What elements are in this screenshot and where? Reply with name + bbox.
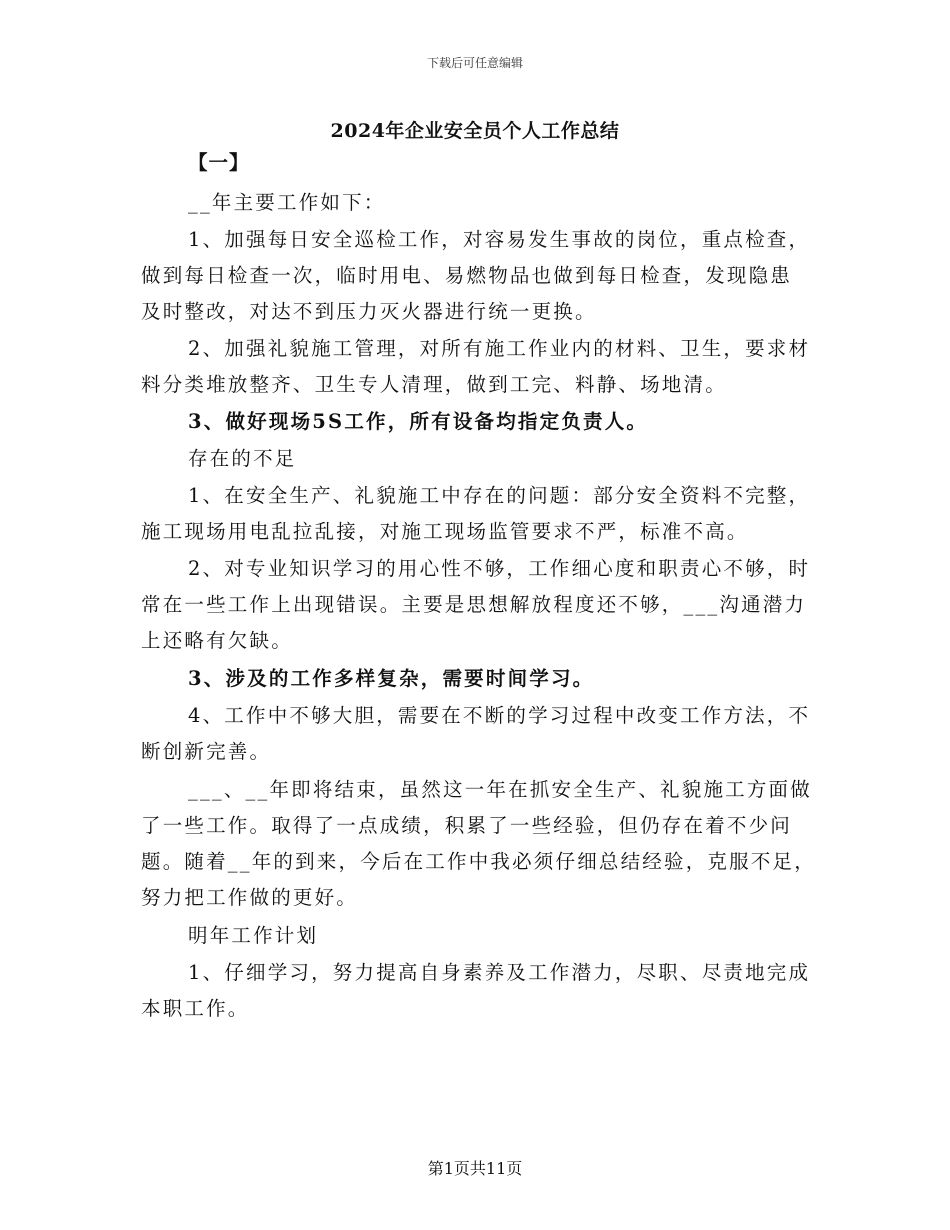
paragraph-line: 做到每日检查一次，临时用电、易燃物品也做到每日检查，发现隐患 [141,264,793,287]
paragraph-line: 本职工作。 [141,997,250,1020]
paragraph-line: 及时整改，对达不到压力灭火器进行统一更换。 [141,300,597,323]
paragraph-line: 上还略有欠缺。 [141,629,293,652]
section-marker: 【一】 [188,151,250,174]
page-footer: 第1页共11页 [427,1159,523,1178]
paragraph-line: 施工现场用电乱拉乱接，对施工现场监管要求不严，标准不高。 [141,520,749,543]
paragraph-line: 料分类堆放整齐、卫生专人清理，做到工完、料静、场地清。 [141,373,727,396]
paragraph-line: 了一些工作。取得了一点成绩，积累了一些经验，但仍存在着不少问 [141,814,793,837]
subheading-line: 明年工作计划 [188,924,319,947]
paragraph-line: 2、对专业知识学习的用心性不够，工作细心度和职责心不够，时 [188,557,811,580]
paragraph-line: 1、在安全生产、礼貌施工中存在的问题：部分安全资料不完整， [188,484,811,507]
paragraph-line: 努力把工作做的更好。 [141,886,359,909]
paragraph-line: 题。随着__年的到来，今后在工作中我必须仔细总结经验，克服不足， [141,850,816,873]
paragraph-line: ___、__年即将结束，虽然这一年在抓安全生产、礼貌施工方面做 [188,778,812,801]
paragraph-line: 1、加强每日安全巡检工作，对容易发生事故的岗位，重点检查， [188,228,811,251]
paragraph-line: 断创新完善。 [141,740,272,763]
bold-item-line: 3、做好现场5S工作，所有设备均指定负责人。 [188,410,649,433]
document-title: 2024年企业安全员个人工作总结 [330,120,620,142]
bold-item-line: 3、涉及的工作多样复杂，需要时间学习。 [188,667,595,690]
paragraph-line: 常在一些工作上出现错误。主要是思想解放程度还不够，___沟通潜力 [141,593,807,616]
paragraph-line: 4、工作中不够大胆，需要在不断的学习过程中改变工作方法，不 [188,704,811,727]
page-header-note: 下载后可任意编辑 [426,56,523,70]
paragraph-line: __年主要工作如下： [188,191,386,214]
paragraph-line: 1、仔细学习，努力提高自身素养及工作潜力，尽职、尽责地完成 [188,961,811,984]
subheading-line: 存在的不足 [188,447,297,470]
paragraph-line: 2、加强礼貌施工管理，对所有施工作业内的材料、卫生，要求材 [188,337,811,360]
